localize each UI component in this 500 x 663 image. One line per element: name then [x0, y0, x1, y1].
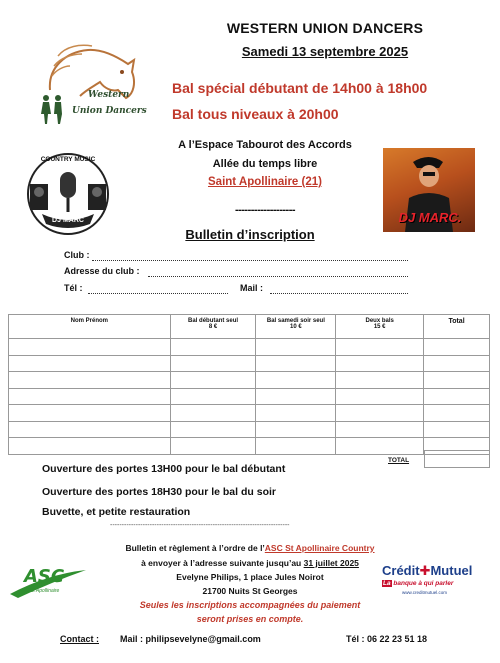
asc-logo: [8, 560, 88, 600]
contact-mail[interactable]: Mail : philipsevelyne@gmail.com: [120, 634, 261, 644]
table-row[interactable]: [9, 405, 490, 422]
col-name: Nom Prénom: [9, 315, 171, 339]
footer-divider: -----------------------------------------------------------------------------: [110, 522, 290, 529]
dj-caption: DJ MARC.: [398, 210, 462, 225]
venue-line2: Allée du temps libre: [212, 158, 318, 170]
footer-address1: Evelyne Philips, 1 place Jules Noirot: [176, 572, 324, 582]
venue-city: Saint Apollinaire (21): [208, 176, 322, 188]
venue-line1: A l’Espace Tabourot des Accords: [178, 139, 352, 151]
footer-line1: Bulletin et règlement à l’ordre de l’ASC St Apollinaire Country: [125, 543, 375, 553]
club-field[interactable]: [92, 260, 408, 261]
dj-photo: [383, 148, 475, 232]
info-doors-evening: Ouverture des portes 18H30 pour le bal du soir: [42, 486, 276, 498]
col-evening: Bal samedi soir seul 10 €: [256, 315, 336, 339]
registration-table: [8, 314, 490, 455]
form-title: Bulletin d’inscription: [185, 227, 315, 242]
tel-field[interactable]: [88, 293, 228, 294]
event-beginner: Bal spécial débutant de 14h00 à 18h00: [172, 80, 428, 96]
col-beginner: Bal débutant seul 8 €: [170, 315, 256, 339]
mail-label: Mail :: [240, 283, 264, 293]
credit-mutuel-logo: [382, 563, 490, 603]
table-row[interactable]: [9, 372, 490, 389]
horse-icon: [10, 38, 150, 133]
info-bar: Buvette, et petite restauration: [42, 506, 191, 518]
logo-line2: Union Dancers: [72, 106, 147, 116]
total-field[interactable]: [424, 450, 490, 468]
country-logo-top: COUNTRY MUSIC: [40, 156, 96, 163]
asc-sub: St Apollinaire: [30, 588, 60, 594]
tel-label: Tél :: [64, 283, 83, 293]
event-all-levels: Bal tous niveaux à 20h00: [172, 106, 339, 122]
bank-cross-icon: ✚: [419, 563, 431, 578]
footer-line2: à envoyer à l’adresse suivante jusqu’au 31 juillet 2025: [141, 558, 359, 568]
western-union-dancers-logo: [10, 38, 150, 133]
table-row[interactable]: [9, 388, 490, 405]
contact-tel[interactable]: Tél : 06 22 23 51 18: [346, 634, 428, 644]
table-row[interactable]: [9, 421, 490, 438]
country-music-logo: [24, 150, 112, 238]
event-title: WESTERN UNION DANCERS: [226, 20, 424, 36]
address-label: Adresse du club :: [64, 266, 140, 276]
info-doors-beginner: Ouverture des portes 13H00 pour le bal débutant: [42, 463, 286, 475]
logo-line1: Western: [88, 90, 130, 100]
country-logo-bottom: DJ MARC: [52, 217, 84, 224]
table-row[interactable]: [9, 438, 490, 455]
footer-address2: 21700 Nuits St Georges: [202, 586, 298, 596]
total-label: TOTAL: [388, 457, 410, 464]
table-row[interactable]: [9, 339, 490, 356]
col-two-balls: Deux bals 15 €: [336, 315, 424, 339]
asc-text: ASC: [24, 566, 65, 587]
table-header-row: [9, 315, 490, 339]
bank-name: Crédit✚Mutuel: [382, 563, 473, 578]
bank-url: www.creditmutuel.com: [402, 590, 448, 595]
address-field[interactable]: [148, 276, 408, 277]
microphone-icon: [24, 150, 112, 238]
footer-warning2: seront prises en compte.: [196, 614, 304, 624]
col-total: Total: [424, 315, 490, 339]
event-date: Samedi 13 septembre 2025: [241, 44, 409, 59]
contact-label: Contact :: [60, 634, 99, 644]
table-row[interactable]: [9, 355, 490, 372]
bank-tagline: La banque à qui parler: [383, 580, 454, 587]
venue-separator: -------------------: [234, 204, 296, 216]
club-label: Club :: [64, 250, 90, 260]
footer-warning1: Seules les inscriptions accompagnées du paiement: [139, 600, 361, 610]
mail-field[interactable]: [270, 293, 408, 294]
